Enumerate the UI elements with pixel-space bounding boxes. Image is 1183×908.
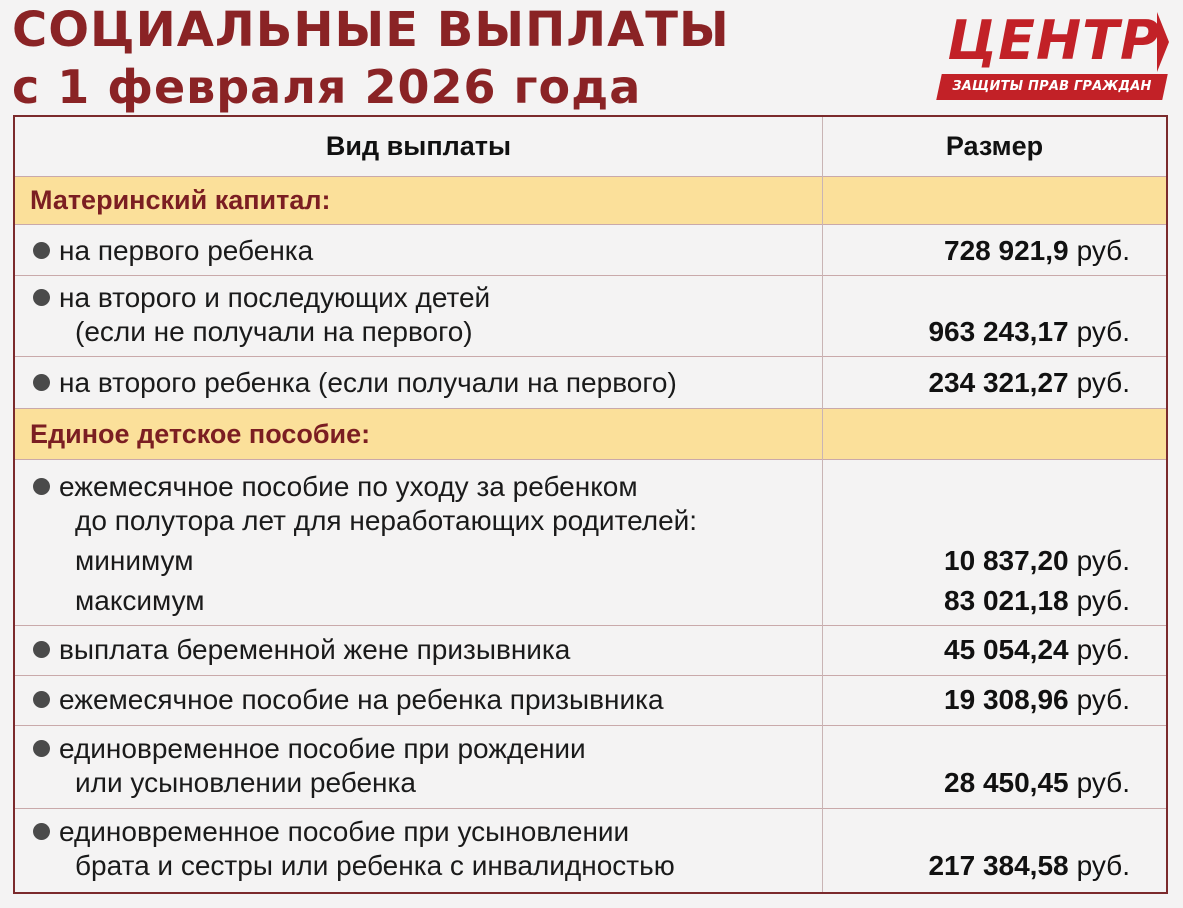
- payments-table: [13, 115, 1168, 894]
- item-label: ежемесячное пособие на ребенка призывника: [33, 683, 664, 717]
- table-header-row: [15, 117, 1166, 176]
- amount: 28 450,45 руб.: [944, 767, 1130, 798]
- table-row: [15, 725, 1166, 808]
- header-size: Размер: [945, 131, 1044, 161]
- bullet-icon: [33, 641, 50, 658]
- table-row: [15, 675, 1166, 725]
- item-label: единовременное пособие при рождении: [33, 732, 586, 766]
- title-line-1: СОЦИАЛЬНЫЕ ВЫПЛАТЫ: [12, 2, 730, 58]
- item-label-line-2: или усыновлении ребенка: [75, 767, 416, 798]
- page-title: [12, 2, 730, 114]
- logo-word: ЦЕНТР: [947, 9, 1161, 72]
- item-label: выплата беременной жене призывника: [33, 633, 570, 667]
- table-row: [15, 275, 1166, 356]
- bullet-icon: [33, 242, 50, 259]
- column-divider: [822, 117, 823, 892]
- amount: 234 321,27 руб.: [928, 367, 1130, 398]
- table-row: [15, 808, 1166, 892]
- sub-label-minimum: минимум: [75, 545, 194, 576]
- item-label: на второго ребенка (если получали на первого): [33, 366, 677, 400]
- item-label: ежемесячное пособие по уходу за ребенком: [33, 470, 638, 504]
- amount: 45 054,24 руб.: [944, 634, 1130, 665]
- sub-label-maximum: максимум: [75, 585, 205, 616]
- bullet-icon: [33, 823, 50, 840]
- item-label-line-2: брата и сестры или ребенка с инвалидностью: [75, 850, 675, 881]
- item-label: на второго и последующих детей: [33, 281, 490, 315]
- amount: 728 921,9 руб.: [944, 235, 1130, 266]
- amount: 963 243,17 руб.: [928, 316, 1130, 347]
- table-row: [15, 459, 1166, 625]
- item-label-line-2: (если не получали на первого): [75, 316, 473, 347]
- bullet-icon: [33, 478, 50, 495]
- amount: 19 308,96 руб.: [944, 684, 1130, 715]
- bullet-icon: [33, 374, 50, 391]
- section-title: Единое детское пособие:: [30, 419, 371, 449]
- bullet-icon: [33, 289, 50, 306]
- section-title: Материнский капитал:: [30, 185, 331, 215]
- section-row-child-benefit: [15, 408, 1166, 459]
- amount-minimum: 10 837,20 руб.: [944, 545, 1130, 576]
- logo-arrow-icon: [1157, 12, 1169, 72]
- bullet-icon: [33, 740, 50, 757]
- item-label: единовременное пособие при усыновлении: [33, 815, 629, 849]
- logo: [935, 10, 1171, 102]
- amount-maximum: 83 021,18 руб.: [944, 585, 1130, 616]
- table-row: [15, 356, 1166, 408]
- bullet-icon: [33, 691, 50, 708]
- logo-subtitle: ЗАЩИТЫ ПРАВ ГРАЖДАН: [952, 79, 1152, 94]
- item-label: на первого ребенка: [33, 234, 313, 268]
- title-line-2: с 1 февраля 2026 года: [12, 60, 642, 114]
- amount: 217 384,58 руб.: [928, 850, 1130, 881]
- table-row: [15, 625, 1166, 675]
- item-label-line-2: до полутора лет для неработающих родителей:: [75, 505, 698, 536]
- section-row-maternity: [15, 176, 1166, 224]
- table-row: [15, 224, 1166, 275]
- header-type: Вид выплаты: [325, 131, 512, 161]
